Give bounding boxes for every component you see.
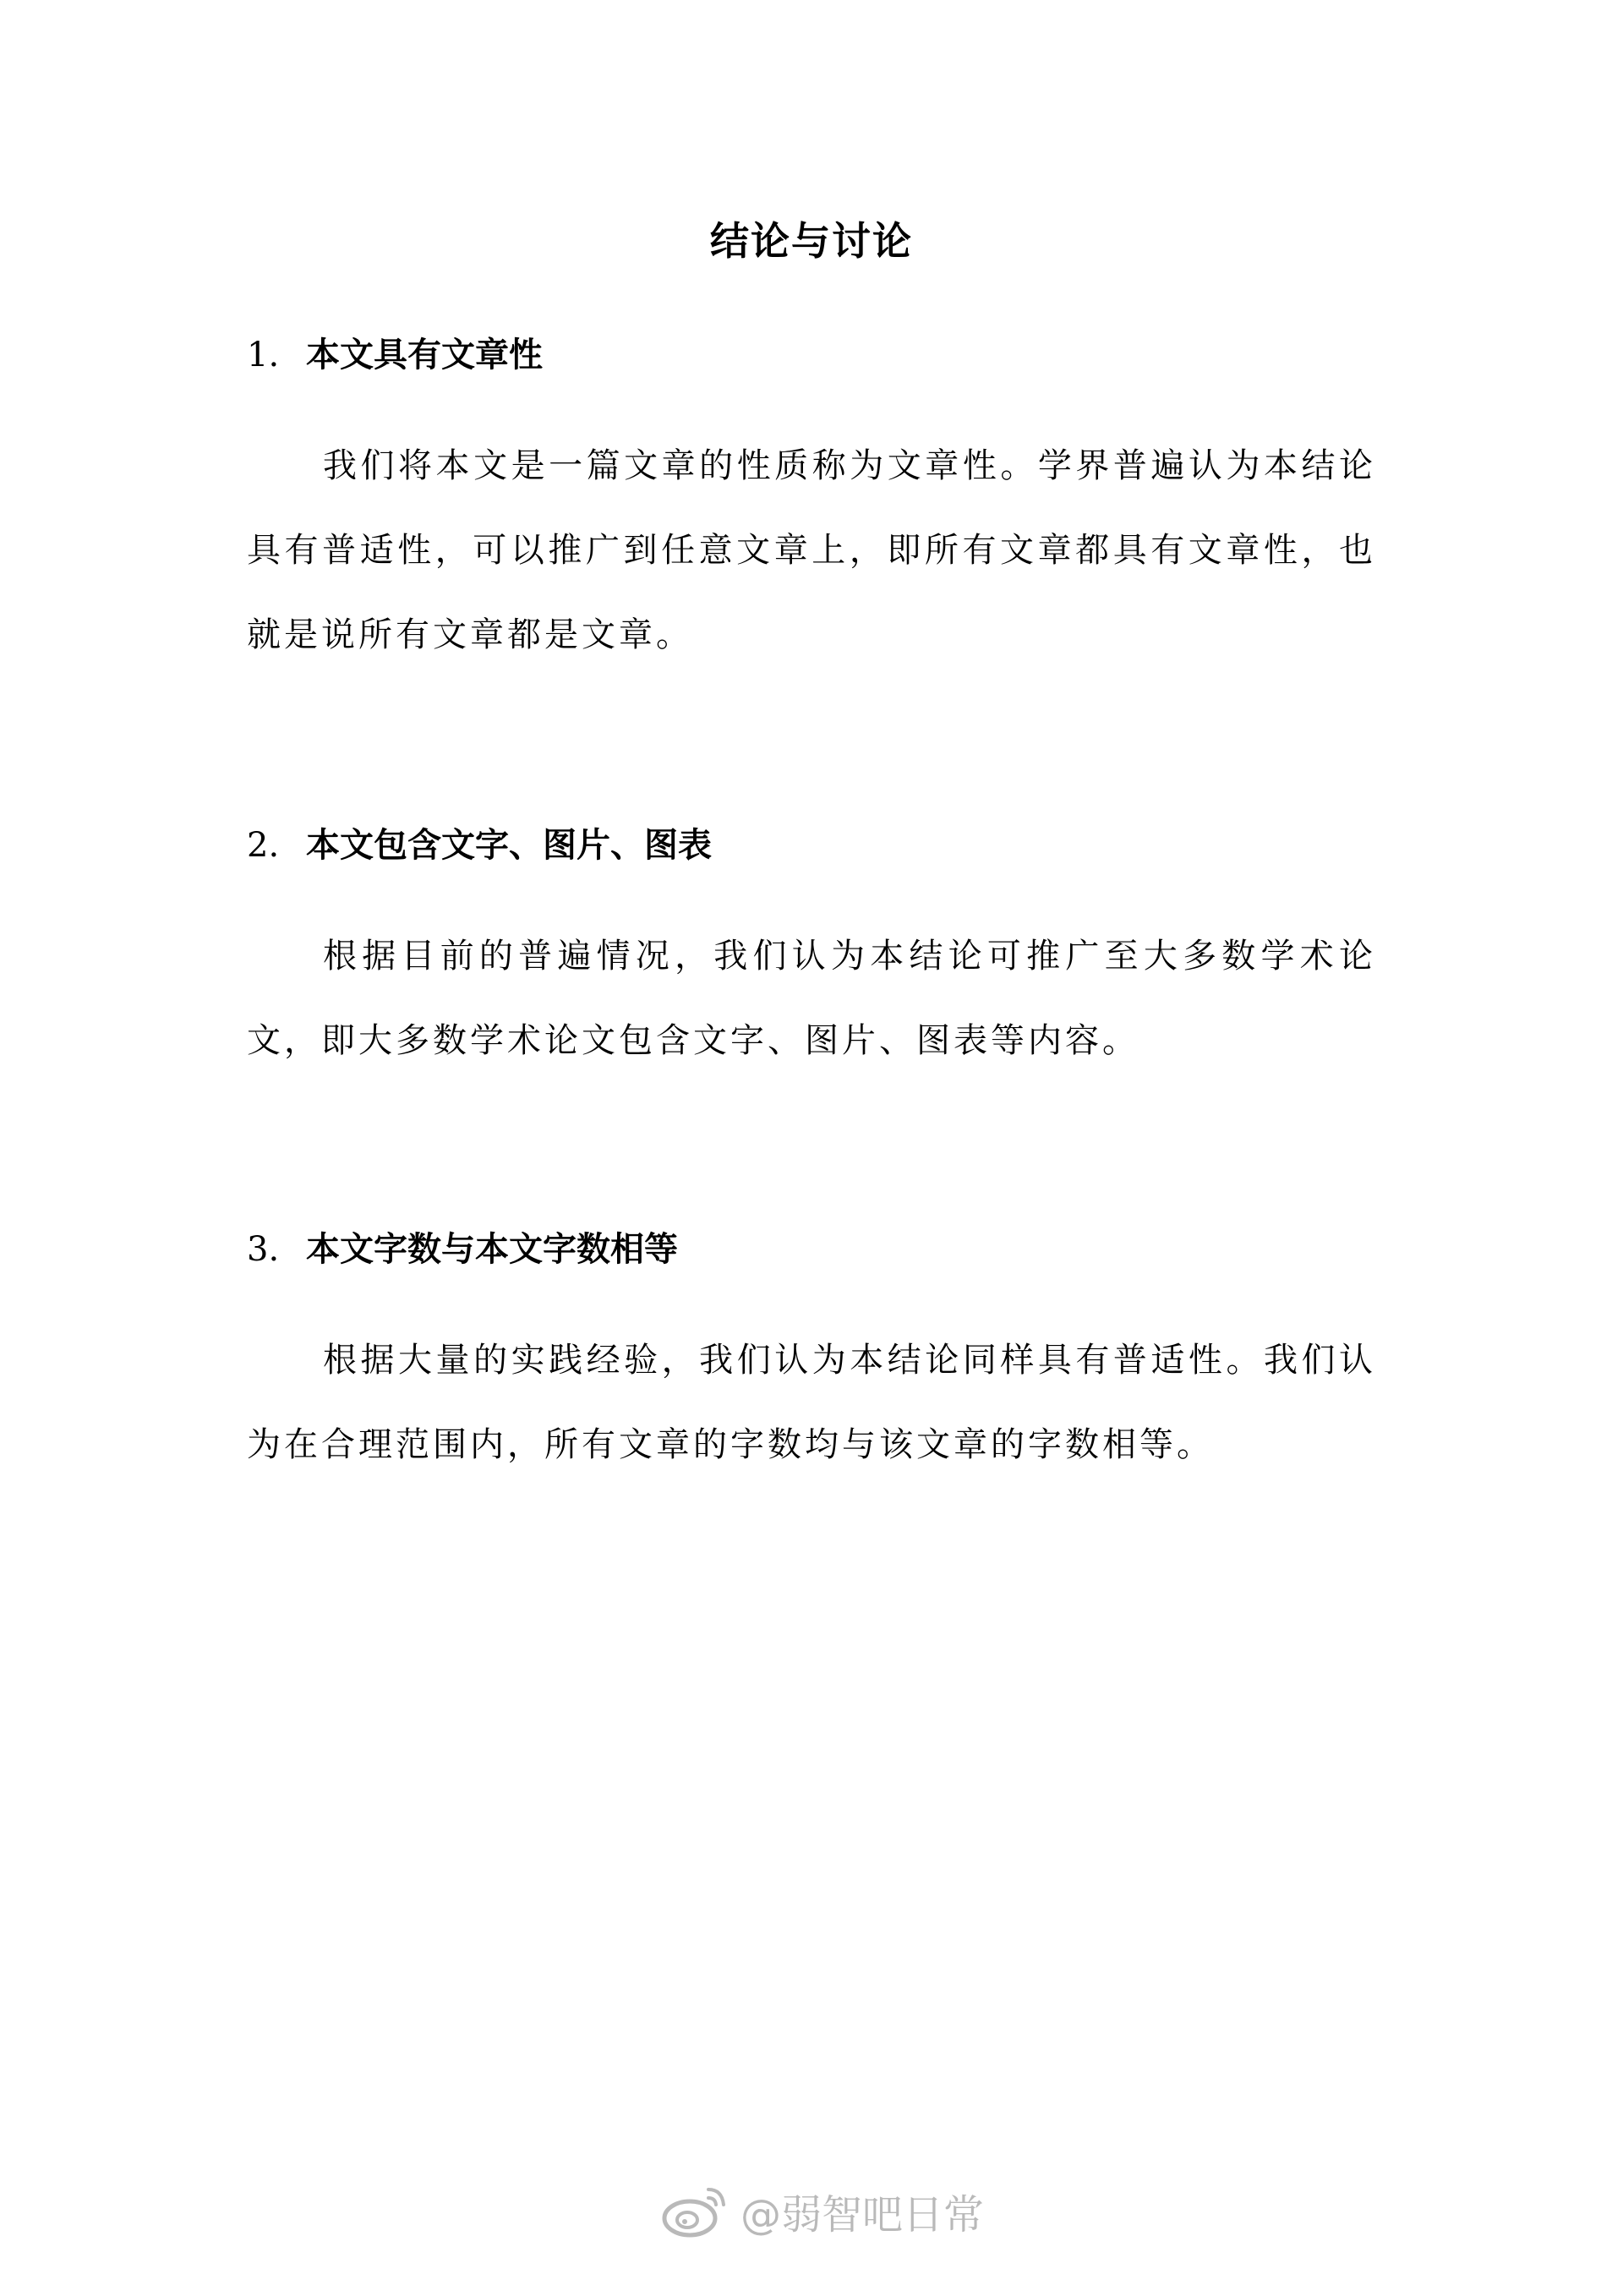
page-title: 结论与讨论 [710,218,913,264]
section-2 [247,816,1376,1083]
section-heading-text: 本文具有文章性 [306,335,543,374]
section-paragraph: 我们将本文是一篇文章的性质称为文章性。学界普遍认为本结论具有普适性，可以推广到任意文章上，即所有文章都具有文章性，也就是说所有文章都是文章。 [247,446,1376,654]
section-paragraph: 根据目前的普遍情况，我们认为本结论可推广至大多数学术论文，即大多数学术论文包含文字、图片、图表等内容。 [247,937,1376,1060]
section-heading [247,1220,1376,1279]
section-number: 2. [247,826,280,865]
section-3 [247,1220,1376,1487]
section-heading [247,816,1376,875]
section-number: 3. [247,1230,280,1269]
watermark-text: @弱智吧日常 [740,2190,985,2239]
section-1 [247,325,1376,677]
section-heading [247,325,1376,385]
section-number: 1. [247,336,280,374]
section-paragraph: 根据大量的实践经验，我们认为本结论同样具有普适性。我们认为在合理范围内，所有文章的字数均与该文章的字数相等。 [247,1341,1376,1464]
section-heading-text: 本文字数与本文字数相等 [306,1229,678,1269]
section-heading-text: 本文包含文字、图片、图表 [306,825,712,865]
weibo-logo-icon [659,2181,732,2240]
watermark [659,2177,984,2244]
